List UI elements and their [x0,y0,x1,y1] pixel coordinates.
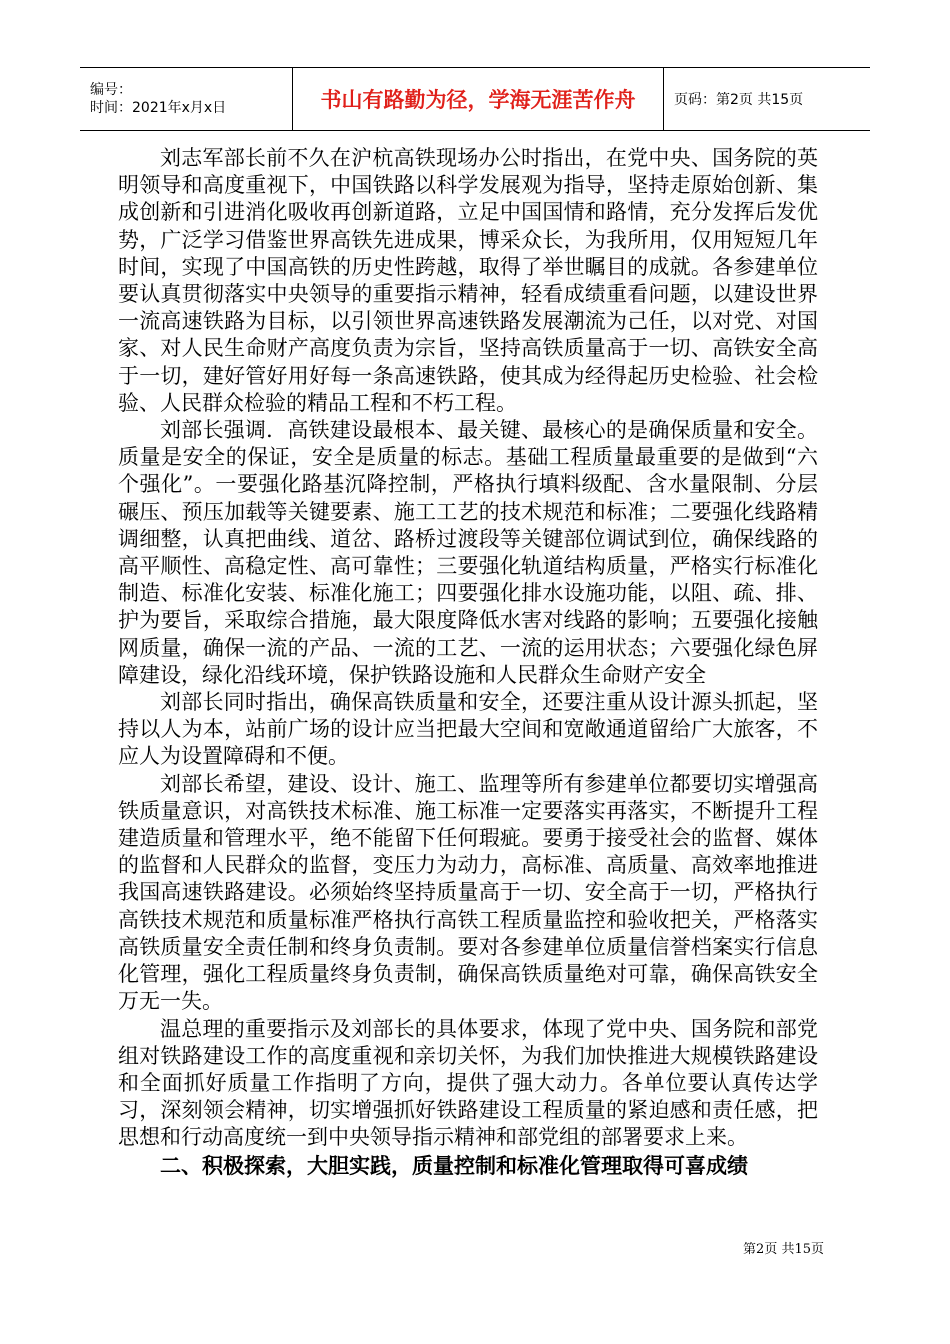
header-page-number: 页码：第2页 共15页 [674,92,804,108]
document-body [118,145,818,1179]
header-motto: 书山有路勤为径，学海无涯苦作舟 [292,68,664,130]
header-meta [80,68,292,130]
document-date: 时间：2021年x月x日 [90,100,227,116]
section-heading: 二、积极探索，大胆实践，质量控制和标准化管理取得可喜成绩 [160,1152,748,1178]
page-header [80,67,870,131]
page-footer: 第2页 共15页 [743,1242,824,1257]
paragraph: 刘部长强调．高铁建设最根本、最关键、最核心的是确保质量和安全。质量是安全的保证，安全是质量的标志。基础工程质量最重要的是做到“六个强化”。一要强化路基沉降控制，严格执行填料级配、含水量限制、分层碾压、预压加载等关键要素、施工工艺的技术规范和标准；二要强化线路精调细整，认真把曲线、道岔、路桥过渡段等关键部位调试到位，确保线路的高平顺性、高稳定性、高可靠性；三要强化轨道结构质量，严格实行标准化制造、标准化安装、标准化施工；四要强化排水设施功能，以阻、疏、排、护为要旨，采取综合措施，最大限度降低水害对线路的影响；五要强化接触网质量，确保一流的产品、一流的工艺、一流的运用状态；六要强化绿色屏障建设，绿化沿线环境，保护铁路设施和人民群众生命财产安全 [118,418,818,687]
paragraph: 刘部长希望，建设、设计、施工、监理等所有参建单位都要切实增强高铁质量意识，对高铁技术标准、施工标准一定要落实再落实，不断提升工程建造质量和管理水平，绝不能留下任何瑕疵。要勇于接受社会的监督、媒体的监督和人民群众的监督，变压力为动力，高标准、高质量、高效率地推进我国高速铁路建设。必须始终坚持质量高于一切、安全高于一切，严格执行高铁技术规范和质量标准严格执行高铁工程质量监控和验收把关，严格落实高铁质量安全责任制和终身负责制。要对各参建单位质量信誉档案实行信息化管理，强化工程质量终身负责制，确保高铁质量绝对可靠，确保高铁安全万无一失。 [118,771,818,1014]
paragraph: 刘部长同时指出，确保高铁质量和安全，还要注重从设计源头抓起，坚持以人为本，站前广场的设计应当把最大空间和宽敞通道留给广大旅客，不应人为设置障碍和不便。 [118,690,818,769]
paragraph: 温总理的重要指示及刘部长的具体要求，体现了党中央、国务院和部党组对铁路建设工作的高度重视和亲切关怀，为我们加快推进大规模铁路建设和全面抓好质量工作指明了方向，提供了强大动力。各单位要认真传达学习，深刻领会精神，切实增强抓好铁路建设工程质量的紧迫感和责任感，把思想和行动高度统一到中央领导指示精神和部党组的部署要求上来。 [118,1016,818,1150]
document-number: 编号： [90,82,132,98]
paragraph: 刘志军部长前不久在沪杭高铁现场办公时指出，在党中央、国务院的英明领导和高度重视下，中国铁路以科学发展观为指导，坚持走原始创新、集成创新和引进消化吸收再创新道路，立足中国国情和路情，充分发挥后发优势，广泛学习借鉴世界高铁先进成果，博采众长，为我所用，仅用短短几年时间，实现了中国高铁的历史性跨越，取得了举世瞩目的成就。各参建单位要认真贯彻落实中央领导的重要指示精神，轻看成绩重看问题，以建设世界一流高速铁路为目标，以引领世界高速铁路发展潮流为己任，以对党、对国家、对人民生命财产高度负责为宗旨，坚持高铁质量高于一切、高铁安全高于一切，建好管好用好每一条高速铁路，使其成为经得起历史检验、社会检验、人民群众检验的精品工程和不朽工程。 [118,146,818,415]
